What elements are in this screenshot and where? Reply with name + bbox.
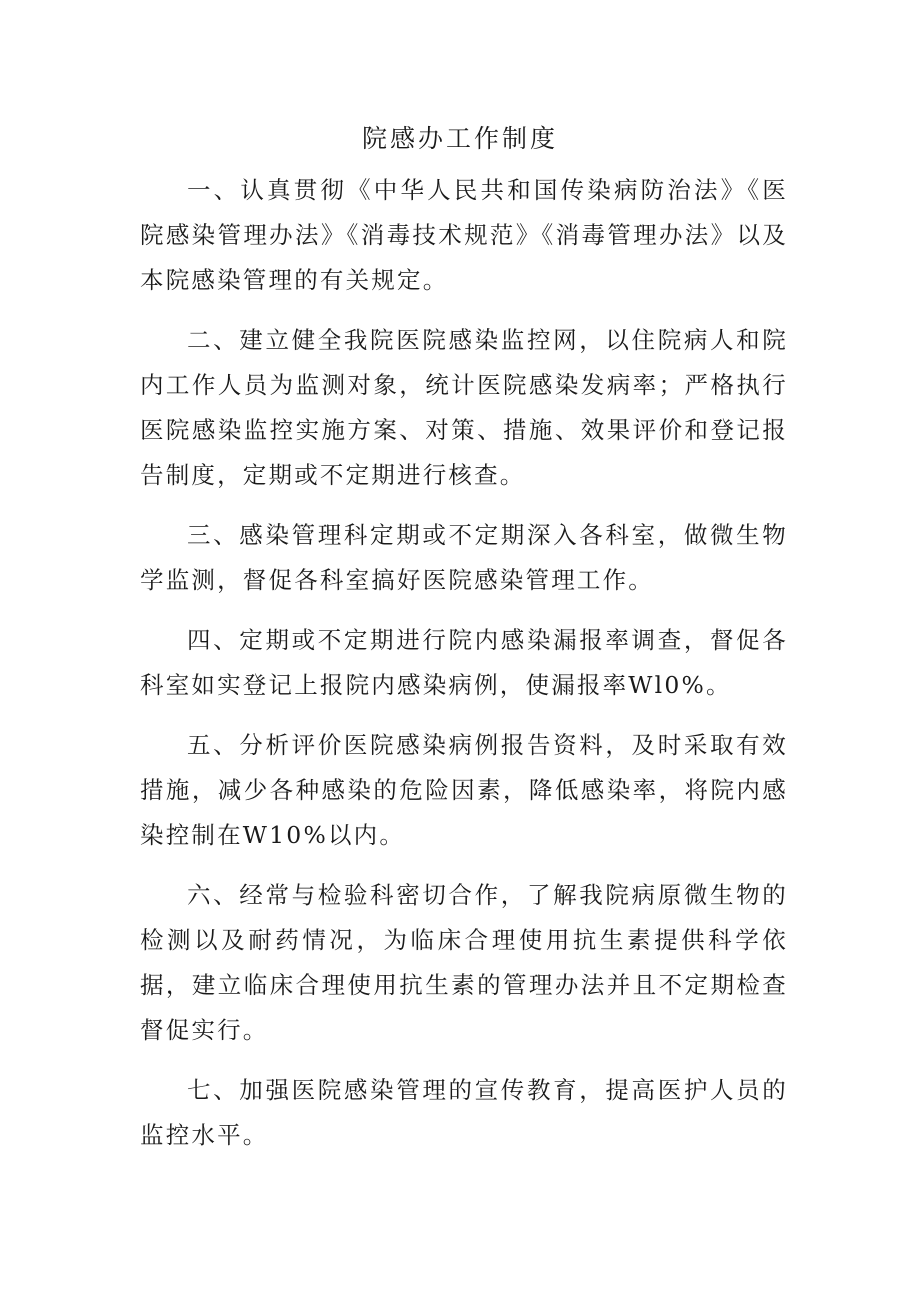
paragraph-7: 七、加强医院感染管理的宣传教育，提高医护人员的监控水平。 [140, 1076, 788, 1149]
paragraph-3: 三、感染管理科定期或不定期深入各科室，做微生物学监测，督促各科室搞好医院感染管理工作。 [140, 521, 788, 594]
document-title: 院感办工作制度 [361, 124, 558, 153]
paragraph-1: 一、认真贯彻《中华人民共和国传染病防治法》《医院感染管理办法》《消毒技术规范》《消毒管理办法》以及本院感染管理的有关规定。 [140, 176, 788, 294]
document-body [140, 168, 788, 1173]
paragraph-6: 六、经常与检验科密切合作，了解我院病原微生物的检测以及耐药情况，为临床合理使用抗生素提供科学依据，建立临床合理使用抗生素的管理办法并且不定期检查督促实行。 [140, 881, 788, 1044]
paragraph-5: 五、分析评价医院感染病例报告资料，及时采取有效措施，减少各种感染的危险因素，降低感染率，将院内感染控制在W10%以内。 [140, 731, 788, 849]
paragraph-4: 四、定期或不定期进行院内感染漏报率调查，督促各科室如实登记上报院内感染病例，使漏报率Wl0%。 [140, 626, 788, 699]
paragraph-2: 二、建立健全我院医院感染监控网，以住院病人和院内工作人员为监测对象，统计医院感染发病率；严格执行医院感染监控实施方案、对策、措施、效果评价和登记报告制度，定期或不定期进行核查。 [140, 326, 788, 489]
